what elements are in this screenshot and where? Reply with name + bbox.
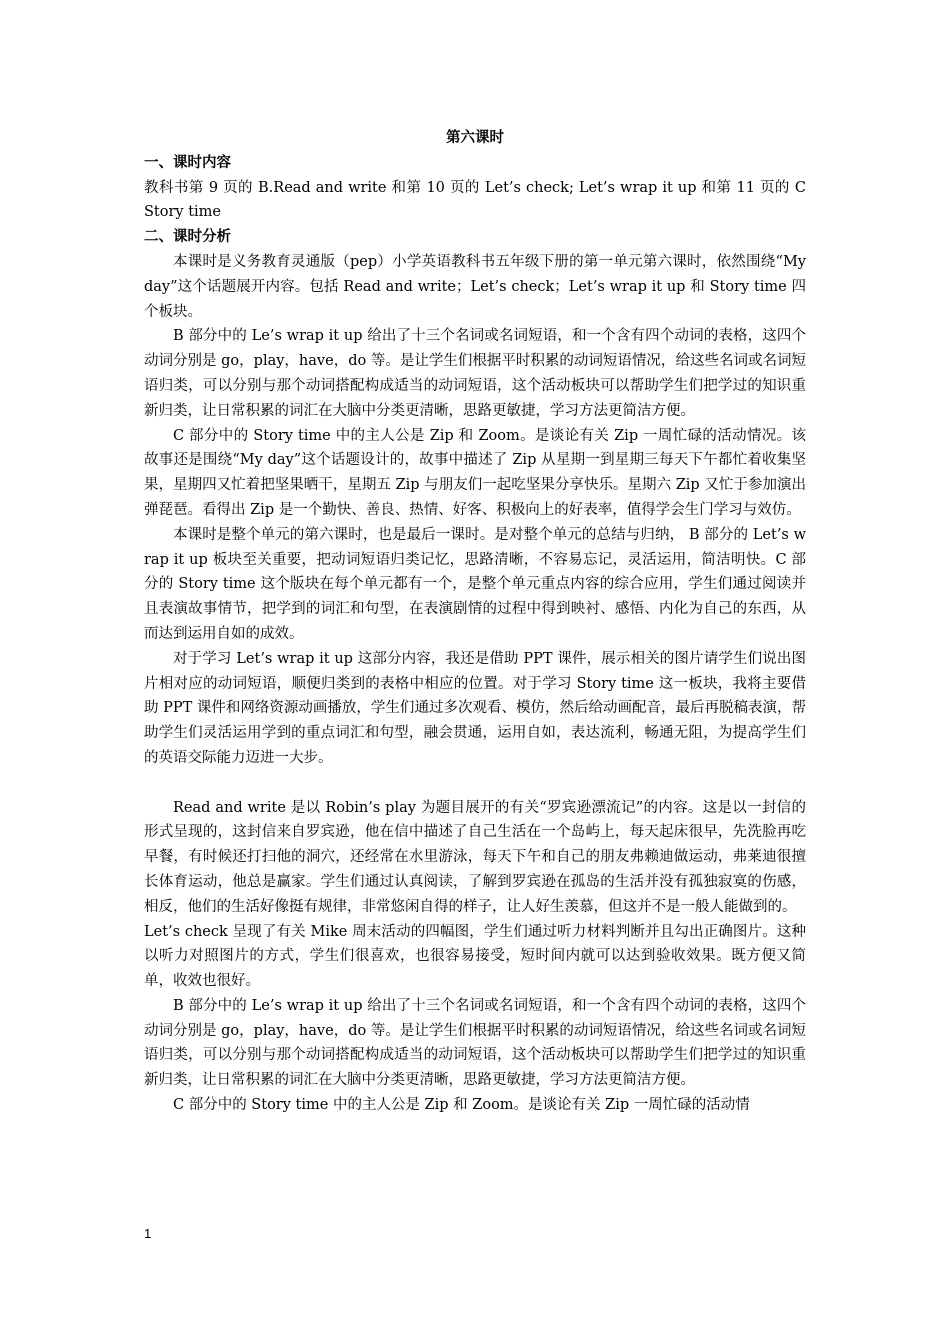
analysis-paragraph: 本课时是整个单元的第六课时，也是最后一课时。是对整个单元的总结与归纳， B 部分的 Let’s wrap it up 板块至关重要，把动词短语归类记忆，思路清晰，不容易忘记，灵活运用，简洁明快。C 部分的 Story time 这个版块在每个单元都有一个，是整个单元重点内容的综合应用，学生们通过阅读并且表演故事情节，把学到的词汇和句型，在表演剧情的过程中得到映衬、感悟、内化为自己的东西，从而达到运用自如的成效。 [144,526,806,642]
read-and-write-paragraph: Read and write 是以 Robin’s play 为题目展开的有关“罗宾逊漂流记”的内容。这是以一封信的形式呈现的，这封信来自罗宾逊，他在信中描述了自己生活在一个岛屿上，每天起床很早，先洗脸再吃早餐，有时候还打扫他的洞穴，还经常在水里游泳，每天下午和自己的朋友弗赖迪做运动，弗莱迪很擅长体育运动，他总是赢家。学生们通过认真阅读，了解到罗宾逊在孤岛的生活并没有孤独寂寞的伤感，相反，他们的生活好像挺有规律，非常悠闲自得的样子，让人好生羡慕，但这并不是一般人能做到的。 [144,799,806,915]
analysis-paragraph: 对于学习 Let’s wrap it up 这部分内容，我还是借助 PPT 课件，展示相关的图片请学生们说出图片相对应的动词短语，顺便归类到的表格中相应的位置。对于学习 Story time 这一板块，我将主要借助 PPT 课件和网络资源动画播放，学生们通过多次观看、模仿，然后给动画配音，最后再脱稿表演，帮助学生们灵活运用学到的重点词汇和句型，融会贯通，运用自如，表达流利，畅通无阻，为提高学生们的英语交际能力迈进一大步。 [144,650,806,766]
lesson-title: 第六课时 [446,129,504,146]
lesson-content-text: 教科书第 9 页的 B.Read and write 和第 10 页的 Let’s check; Let’s wrap it up 和第 11 页的 C Story time [144,179,806,221]
section-heading-lesson-analysis: 二、课时分析 [144,228,231,246]
story-time-paragraph: C 部分中的 Story time 中的主人公是 Zip 和 Zoom。是谈论有关 Zip 一周忙碌的活动情 [173,1097,750,1114]
lets-check-paragraph: Let’s check 呈现了有关 Mike 周末活动的四幅图，学生们通过听力材料判断并且勾出正确图片。这种以听力对照图片的方式，学生们很喜欢，也很容易接受，短时间内就可以达到验收效果。既方便又简单，收效也很好。 [144,923,806,990]
analysis-paragraph: B 部分中的 Le’s wrap it up 给出了十三个名词或名词短语，和一个含有四个动词的表格，这四个动词分别是 go，play，have，do 等。是让学生们根据平时积累的动词短语情况，给这些名词或名词短语归类，可以分别与那个动词搭配构成适当的动词短语，这个活动板块可以帮助学生们把学过的知识重新归类，让日常积累的词汇在大脑中分类更清晰，思路更敏捷，学习方法更简洁方便。 [144,328,806,419]
wrap-it-up-paragraph: B 部分中的 Le’s wrap it up 给出了十三个名词或名词短语，和一个含有四个动词的表格，这四个动词分别是 go，play，have，do 等。是让学生们根据平时积累的动词短语情况，给这些名词或名词短语归类，可以分别与那个动词搭配构成适当的动词短语，这个活动板块可以帮助学生们把学过的知识重新归类，让日常积累的词汇在大脑中分类更清晰，思路更敏捷，学习方法更简洁方便。 [144,997,806,1089]
document-page [144,124,806,1118]
section-heading-lesson-content: 一、课时内容 [144,153,231,171]
blank-line [144,771,806,796]
analysis-paragraph: 本课时是义务教育灵通版（pep）小学英语教科书五年级下册的第一单元第六课时，依然围绕“My day”这个话题展开内容。包括 Read and write；Let’s check；Let’s wrap it up 和 Story time 四个板块。 [144,253,806,320]
page-number: 1 [144,1226,152,1241]
analysis-paragraph: C 部分中的 Story time 中的主人公是 Zip 和 Zoom。是谈论有关 Zip 一周忙碌的活动情况。该故事还是围绕“My day”这个话题设计的，故事中描述了 Zip 从星期一到星期三每天下午都忙着收集坚果，星期四又忙着把坚果晒干，星期五 Zip 与朋友们一起吃坚果分享快乐。星期六 Zip 又忙于参加演出弹琵琶。看得出 Zip 是一个勤快、善良、热情、好客、积极向上的好表率，值得学会生门学习与效仿。 [144,427,806,518]
